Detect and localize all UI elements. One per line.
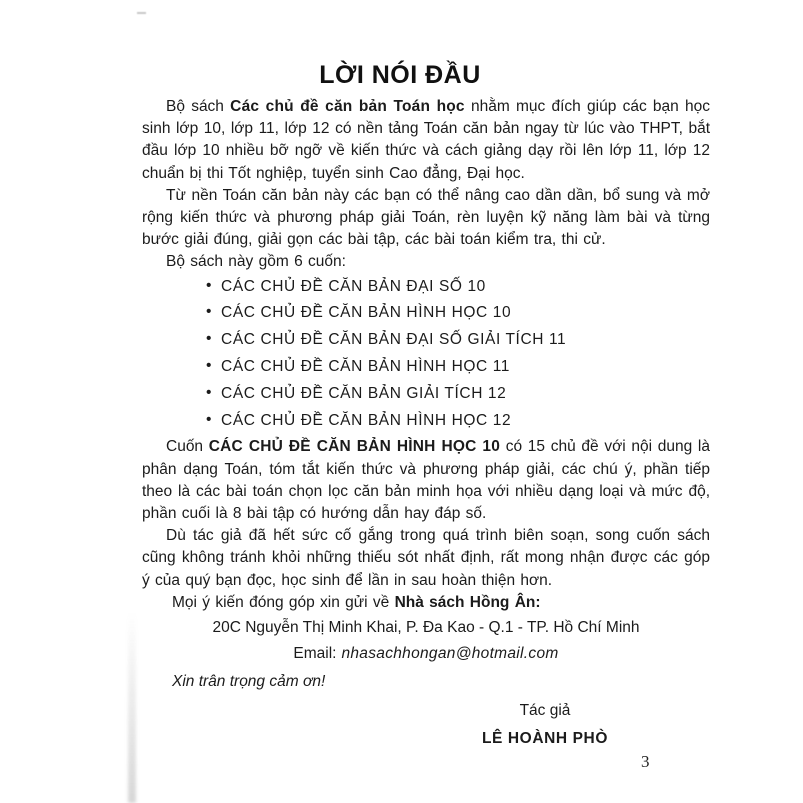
book-title: CÁC CHỦ ĐỀ CĂN BẢN HÌNH HỌC 11 [221, 358, 511, 376]
paragraph-text: nhằm mục đích giúp các bạn học sinh lớp 10, lớp 11, lớp 12 có nền tảng Toán căn bản ngay từ lúc vào THPT, bắt đầu lớp 10 nhiều bỡ ngỡ về kiến thức và cách giảng dạy rồi lên lớp 11, lớp 12 chuẩn bị thi Tốt nghiệp, tuyển sinh Cao đẳng, Đại học. [142, 98, 711, 182]
book-title: CÁC CHỦ ĐỀ CĂN BẢN GIẢI TÍCH 12 [221, 384, 507, 402]
bullet-icon: • [206, 410, 213, 428]
book-title: CÁC CHỦ ĐỀ CĂN BẢN HÌNH HỌC 10 [221, 304, 512, 322]
paragraph-this-book [142, 436, 710, 525]
book-title: CÁC CHỦ ĐỀ CĂN BẢN ĐẠI SỐ 10 [221, 277, 486, 295]
author-name: LÊ HOÀNH PHÒ [481, 729, 609, 747]
book-list [142, 274, 710, 435]
contact-intro-line [142, 592, 710, 614]
page-title: LỜI NÓI ĐẦU [319, 61, 481, 89]
signature-block [435, 700, 655, 750]
page-number: 3 [641, 752, 650, 771]
paragraph-benefits: Từ nền Toán căn bản này các bạn có thể nâng cao dần dần, bổ sung và mở rộng kiến thức và phương pháp giải Toán, rèn luyện kỹ năng làm bài và từng bước giải đúng, giải gọn các bài tập, các bài toán kiểm tra, thi cử. [142, 186, 710, 249]
author-label: Tác giả [519, 701, 571, 719]
bullet-icon: • [206, 303, 213, 321]
bullet-icon: • [206, 330, 213, 348]
book-list-item [206, 274, 710, 301]
book-title: CÁC CHỦ ĐỀ CĂN BẢN HÌNH HỌC 12 [221, 411, 512, 429]
contact-text: Mọi ý kiến đóng góp xin gửi về [172, 593, 395, 611]
series-name-bold: Các chủ đề căn bản Toán học [230, 98, 465, 115]
paragraph-apology: Dù tác giả đã hết sức cố gắng trong quá trình biên soạn, song cuốn sách cũng không tránh khỏi những thiếu sót nhất định, rất mong nhận được các góp ý của quý bạn đọc, học sinh để lần in sau hoàn thiện hơn. [142, 527, 710, 589]
book-list-item [206, 327, 710, 354]
book-name-bold: CÁC CHỦ ĐỀ CĂN BẢN HÌNH HỌC 10 [208, 438, 501, 456]
email-label: Email: [293, 645, 337, 663]
scan-artifact-top [137, 12, 146, 14]
bullet-icon: • [206, 357, 213, 375]
page-content [142, 60, 710, 750]
paragraph-text: Bộ sách [166, 98, 231, 115]
publisher-address: 20C Nguyễn Thị Minh Khai, P. Đa Kao - Q.1 - TP. Hồ Chí Minh [212, 619, 640, 637]
scan-edge-shadow [128, 612, 136, 803]
book-list-item [206, 408, 710, 435]
paragraph-text: có 15 chủ đề với nội dung là phân dạng Toán, tóm tắt kiến thức và phương pháp giải, các chú ý, phần tiếp theo là các bài toán chọn lọc căn bản minh họa với nhiều dạng loại và mức độ, phần cuối là 8 bài tập có hướng dẫn hay đáp số. [142, 438, 710, 523]
bullet-icon: • [206, 383, 213, 401]
book-title: CÁC CHỦ ĐỀ CĂN BẢN ĐẠI SỐ GIẢI TÍCH 11 [221, 331, 567, 349]
paragraph-text: Cuốn [166, 438, 209, 456]
thanks-line: Xin trân trọng cảm ơn! [172, 673, 326, 691]
email-address: nhasachhongan@hotmail.com [341, 645, 559, 663]
publisher-email-line [142, 643, 710, 665]
book-list-intro: Bộ sách này gồm 6 cuốn: [166, 253, 346, 271]
publisher-name-bold: Nhà sách Hồng Ân: [394, 593, 541, 611]
bullet-icon: • [206, 276, 213, 294]
book-list-item [206, 381, 710, 408]
book-list-item [206, 300, 710, 327]
book-list-item [206, 354, 710, 381]
paragraph-series-intro [142, 96, 710, 185]
